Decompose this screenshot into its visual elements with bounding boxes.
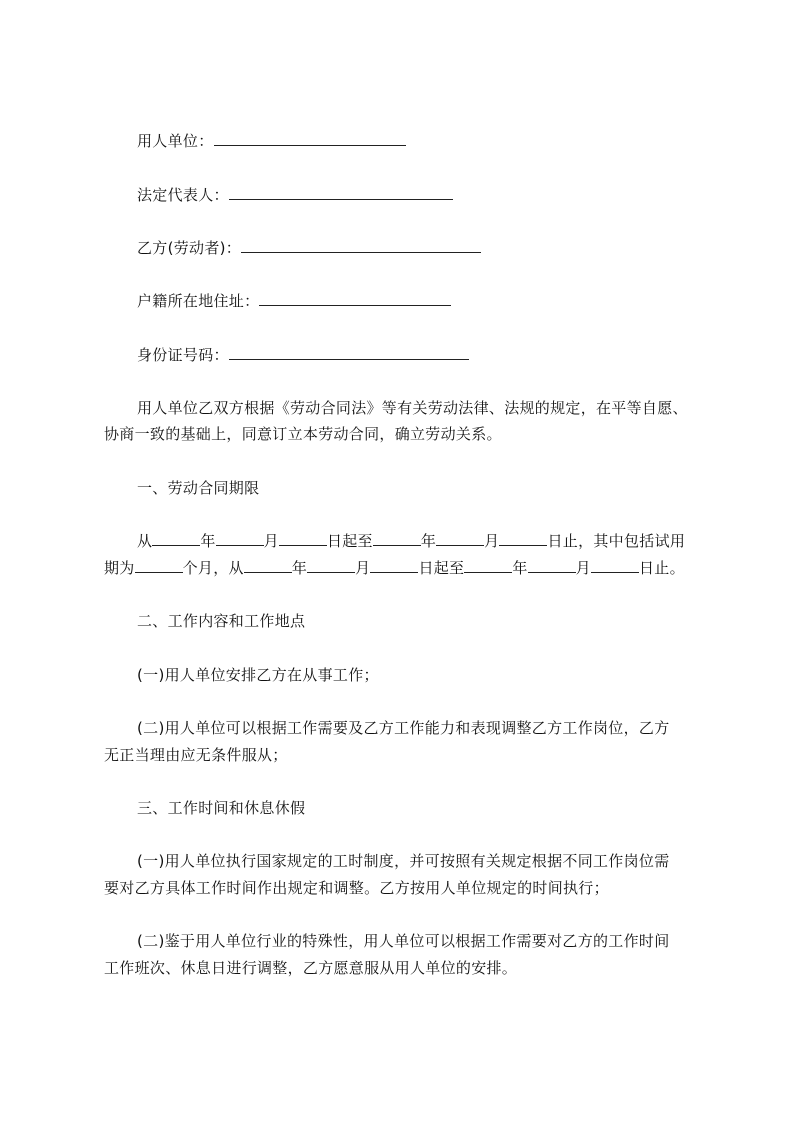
probation-end-month-text: 月 xyxy=(575,559,591,577)
legal-rep-blank xyxy=(229,185,453,200)
probation-start-day-text: 日起至 xyxy=(418,559,465,577)
section3-heading: 三、工作时间和休息休假 xyxy=(137,799,306,817)
term-start-day-text: 日起至 xyxy=(326,532,373,550)
id-field-row xyxy=(137,345,469,365)
term-line-2 xyxy=(104,558,685,578)
section2-item2-line1: (二)用人单位可以根据工作需要及乙方工作能力和表现调整乙方工作岗位，乙方 xyxy=(137,719,670,737)
employer-field-row xyxy=(137,131,406,151)
probation-months-blank xyxy=(135,558,183,573)
probation-start-day-blank xyxy=(370,558,418,573)
section3-item1-line1: (一)用人单位执行国家规定的工时制度，并可按照有关规定根据不同工作岗位需 xyxy=(137,852,670,870)
start-month-blank xyxy=(216,531,264,546)
probation-month-text: 月 xyxy=(355,559,371,577)
probation-end-day-blank xyxy=(591,558,639,573)
end-year-blank xyxy=(373,531,421,546)
probation-text: 期为 xyxy=(104,559,135,577)
probation-start-month-blank xyxy=(307,558,355,573)
legal-rep-label: 法定代表人： xyxy=(137,186,229,204)
party-b-label: 乙方(劳动者)： xyxy=(137,239,242,257)
end-day-blank xyxy=(499,531,547,546)
intro-line-1: 用人单位乙双方根据《劳动合同法》等有关劳动法律、法规的规定，在平等自愿、 xyxy=(137,399,688,417)
household-field-row xyxy=(137,291,451,311)
id-blank xyxy=(229,345,469,360)
probation-year-text: 年 xyxy=(291,559,308,577)
section2-item1: (一)用人单位安排乙方在从事工作； xyxy=(137,666,379,684)
employer-blank xyxy=(214,131,406,146)
section3-item1-line2: 要对乙方具体工作时间作出规定和调整。乙方按用人单位规定的时间执行； xyxy=(104,879,609,897)
probation-months-text: 个月，从 xyxy=(182,559,244,577)
term-line-1 xyxy=(137,531,685,551)
end-month-blank xyxy=(436,531,484,546)
section1-heading: 一、劳动合同期限 xyxy=(137,479,260,497)
household-blank xyxy=(259,291,451,306)
party-b-field-row xyxy=(137,238,481,258)
section3-item2-line1: (二)鉴于用人单位行业的特殊性，用人单位可以根据工作需要对乙方的工作时间 xyxy=(137,932,670,950)
term-month-text: 月 xyxy=(263,532,279,550)
term-year-text: 年 xyxy=(200,532,216,550)
term-end-day-text: 日止，其中包括试用 xyxy=(547,532,686,550)
start-day-blank xyxy=(279,531,327,546)
probation-start-year-blank xyxy=(244,558,292,573)
section2-heading: 二、工作内容和工作地点 xyxy=(137,612,306,630)
probation-end-year-text: 年 xyxy=(512,559,528,577)
term-end-year-text: 年 xyxy=(420,532,437,550)
id-label: 身份证号码： xyxy=(137,346,229,364)
intro-line-2: 协商一致的基础上，同意订立本劳动合同，确立劳动关系。 xyxy=(104,425,502,443)
household-label: 户籍所在地住址： xyxy=(137,292,260,310)
probation-end-month-blank xyxy=(528,558,576,573)
section3-item2-line2: 工作班次、休息日进行调整，乙方愿意服从用人单位的安排。 xyxy=(104,959,518,977)
term-from-text: 从 xyxy=(137,532,153,550)
section2-item2-line2: 无正当理由应无条件服从； xyxy=(104,746,288,764)
employer-label: 用人单位： xyxy=(137,132,214,150)
legal-rep-field-row xyxy=(137,185,453,205)
start-year-blank xyxy=(152,531,200,546)
term-end-month-text: 月 xyxy=(484,532,500,550)
party-b-blank xyxy=(241,238,481,253)
probation-end-year-blank xyxy=(464,558,512,573)
probation-end-day-text: 日止。 xyxy=(638,559,685,577)
